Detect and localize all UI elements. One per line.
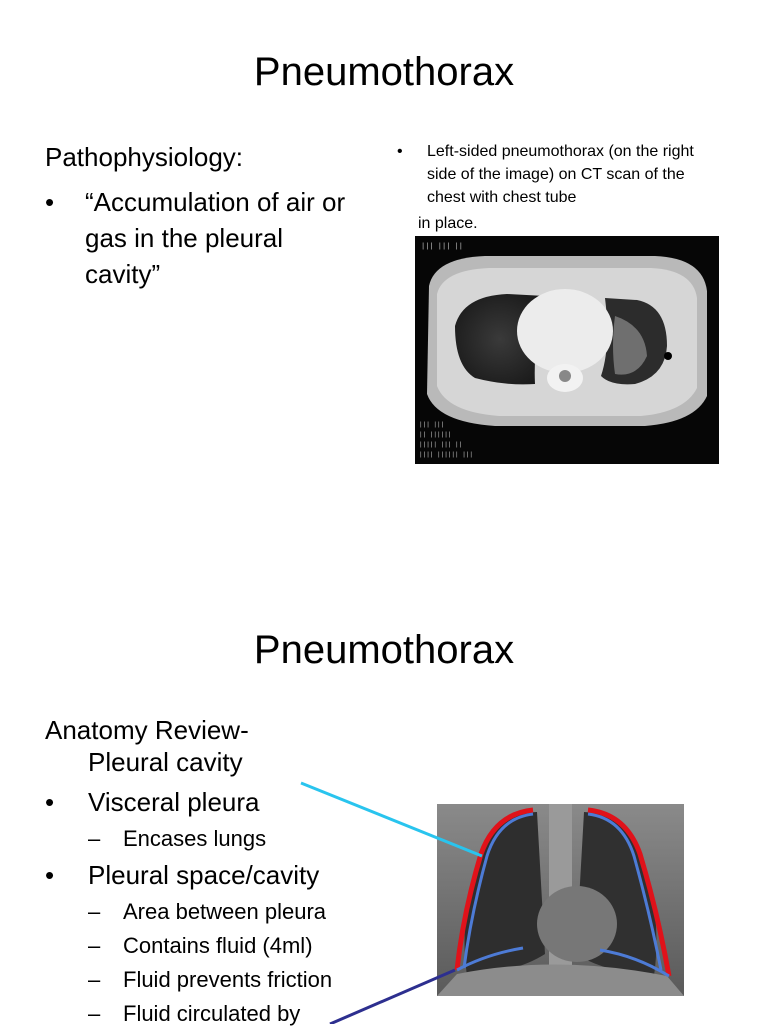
slide1-heading: Pathophysiology: [45,142,244,172]
svg-text:||| ||| ||: ||| ||| || [421,243,464,251]
slide1-title: Pneumothorax [253,50,515,94]
svg-text:|||| |||||| |||: |||| |||||| ||| [419,451,474,458]
slide2-sub2-text: Contains fluid (4ml) [123,933,313,958]
slide2-heading-line1: Anatomy Review- [45,715,249,745]
dash-icon: – [88,899,101,924]
svg-text:||| |||: ||| ||| [419,421,445,428]
slide1-caption-text: Left-sided pneumothorax (on the right side of the image) on CT scan of the chest with chest tube [427,143,694,206]
slide2-sub1-text: Encases lungs [123,826,267,851]
svg-text:||||| ||| ||: ||||| ||| || [419,441,463,448]
slide2-bullet2-text: Pleural space/cavity [88,860,320,890]
dash-icon: – [88,967,101,992]
slide2-heading-line2: Pleural cavity [88,747,243,777]
dash-icon: – [88,933,101,958]
bullet-icon: • [45,187,55,217]
slide2-sub2-text: Area between pleura [123,899,327,924]
slide2-bullet1-text: Visceral pleura [88,787,260,817]
pointer-line-lower [330,970,455,1024]
bullet-icon: • [45,787,55,817]
svg-text:|| ||||||: || |||||| [419,431,452,438]
pointer-line-upper [301,783,482,856]
slide2-title: Pneumothorax [253,628,515,672]
slide2-sub2-text: Fluid prevents friction [123,967,333,992]
dash-icon: – [88,826,101,851]
bullet-icon: • [45,860,55,890]
dash-icon: – [88,1001,101,1026]
slide1-caption-tail: in place. [418,215,478,232]
slide2-sub2-text: Fluid circulated by [123,1001,301,1026]
slide1-bullet-text: “Accumulation of air or gas in the pleural cavity” [85,187,346,289]
bullet-icon: • [397,143,403,160]
